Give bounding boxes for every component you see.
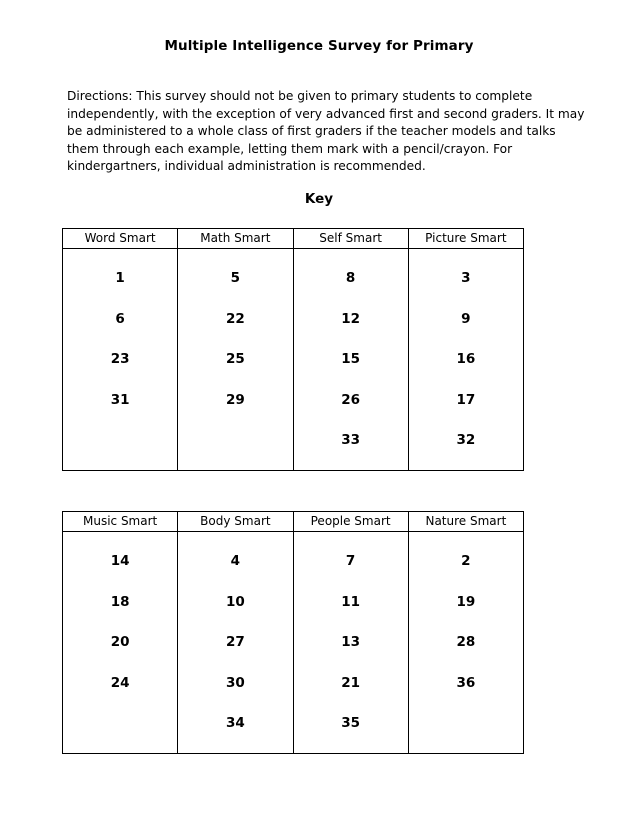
column-header: Word Smart (63, 229, 177, 249)
key-column (63, 229, 177, 470)
directions-line: them through each example, letting them mark with a pencil/crayon. For (67, 141, 513, 156)
question-number: 30 (225, 674, 245, 691)
column-values (294, 249, 408, 473)
directions-line: Directions: This survey should not be given to primary students to complete (67, 89, 533, 103)
key-column (177, 229, 292, 470)
column-header: Math Smart (178, 229, 292, 249)
directions-line: independently, with the exception of very advanced first and second graders. It may (67, 106, 585, 121)
question-number: 9 (461, 310, 471, 327)
key-column (63, 512, 177, 753)
column-values (409, 249, 523, 473)
column-values (63, 532, 177, 715)
column-header: Self Smart (294, 229, 408, 249)
question-number: 25 (225, 351, 245, 368)
question-number: 2 (461, 553, 471, 569)
question-number: 6 (115, 310, 125, 327)
directions-paragraph (67, 88, 585, 176)
question-number: 12 (341, 310, 361, 327)
directions-line: kindergartners, individual administration is recommended. (67, 159, 426, 173)
question-number: 26 (341, 391, 361, 408)
question-number: 5 (230, 270, 241, 286)
column-values (178, 249, 292, 432)
question-number: 7 (345, 553, 356, 569)
question-number: 4 (230, 553, 241, 569)
question-number: 36 (456, 674, 476, 691)
key-column (408, 229, 523, 470)
question-number: 3 (461, 270, 471, 286)
question-number: 17 (456, 391, 476, 408)
question-number: 11 (341, 593, 361, 610)
question-number: 22 (225, 310, 245, 327)
directions-line: be administered to a whole class of first graders if the teacher models and talks (67, 124, 556, 138)
key-table-1 (62, 228, 524, 471)
column-values (63, 249, 177, 432)
key-column (177, 512, 292, 753)
question-number: 31 (110, 391, 130, 408)
key-column (293, 229, 408, 470)
question-number: 16 (456, 351, 476, 368)
page-title: Multiple Intelligence Survey for Primary (164, 38, 474, 54)
column-header: Nature Smart (409, 512, 523, 532)
key-column (408, 512, 523, 753)
question-number: 29 (225, 391, 245, 408)
question-number: 35 (341, 715, 361, 732)
column-header: Body Smart (178, 512, 292, 532)
key-heading: Key (304, 191, 334, 207)
key-column (293, 512, 408, 753)
column-header: Picture Smart (409, 229, 523, 249)
question-number: 19 (456, 593, 476, 610)
question-number: 23 (110, 351, 130, 368)
question-number: 1 (115, 270, 125, 286)
question-number: 20 (110, 634, 130, 651)
question-number: 32 (456, 432, 476, 449)
question-number: 15 (341, 351, 361, 368)
question-number: 27 (225, 634, 245, 651)
key-table-2 (62, 511, 524, 754)
question-number: 34 (225, 715, 245, 732)
question-number: 13 (341, 634, 361, 651)
column-values (294, 532, 408, 756)
question-number: 21 (341, 674, 361, 691)
column-values (178, 532, 292, 756)
question-number: 24 (110, 674, 130, 691)
question-number: 14 (110, 553, 130, 569)
column-header: Music Smart (63, 512, 177, 532)
column-values (409, 532, 523, 715)
question-number: 33 (341, 432, 361, 449)
question-number: 18 (110, 593, 130, 610)
question-number: 28 (456, 634, 476, 651)
question-number: 8 (345, 270, 356, 286)
column-header: People Smart (294, 512, 408, 532)
question-number: 10 (225, 593, 245, 610)
